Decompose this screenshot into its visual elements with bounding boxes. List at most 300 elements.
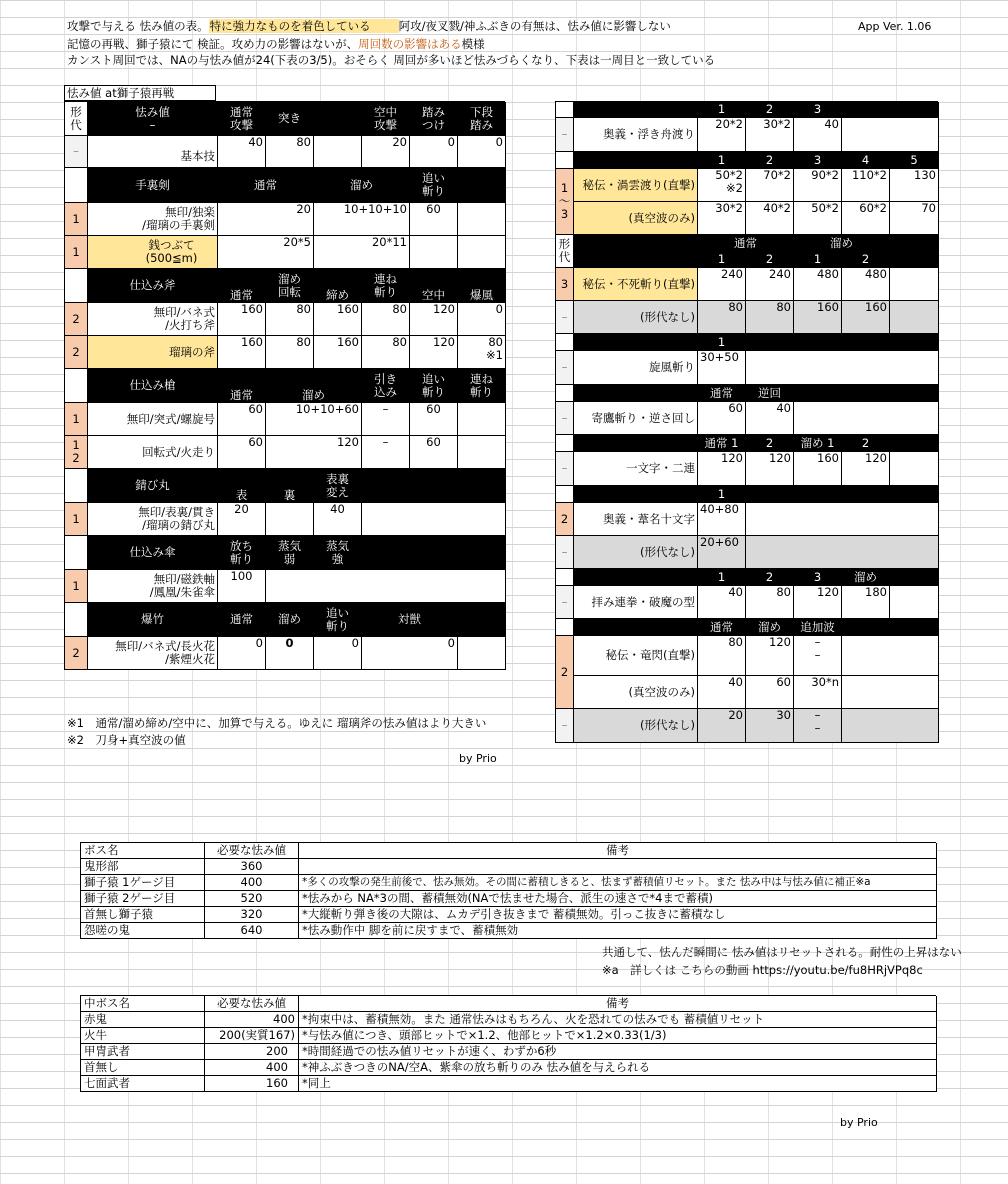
sub-reverse: 逆回 (746, 385, 794, 402)
midboss-note: *拘束中は、蓄積無効。また 通常怯みはもちろん、火を恐れての怯みでも 蓄積値リセット (299, 1012, 937, 1028)
boss-name: 獅子猿 2ゲージ目 (81, 891, 205, 907)
sub-chase: 追い 斬り (410, 369, 458, 403)
value-cell: 40 (746, 402, 794, 435)
group-firecracker: 爆竹 (88, 603, 218, 637)
boss-note: *多くの攻撃の発生前後で、怯み無効。その間に蓄積しきると、怯まず蓄積値リセット。また 怯み中は与怯み値に補正※a (299, 875, 937, 891)
midboss-value: 400 (205, 1012, 299, 1028)
value-empty (890, 452, 939, 486)
side-cell: – (556, 536, 574, 569)
side-cell: – (556, 709, 574, 743)
side-cell: – (556, 452, 574, 486)
side-empty (556, 334, 574, 351)
sub-normal: 通常 (218, 269, 266, 303)
boss-name-header: ボス名 (81, 843, 205, 859)
left-table-title: 怯み値 at獅子猿再戦 (64, 85, 216, 101)
sub-air: 空中 (410, 269, 458, 303)
orange-note: 周回数の影響はある (358, 37, 462, 51)
sub-charge-spin: 溜め 回転 (266, 269, 314, 303)
row-yodaka: 寄鷹斬り・逆さ回し (574, 402, 698, 435)
side-header: 形 代 (556, 235, 574, 268)
sub-steam-strong: 蒸気 強 (314, 536, 362, 570)
boss-value: 640 (205, 923, 299, 939)
value-cell: 120 (794, 586, 842, 619)
sub-normal: 通常 (698, 385, 746, 402)
value-cell: 240 (698, 268, 746, 301)
group-shuriken: 手裏剣 (88, 168, 218, 203)
value-cell: 480 (794, 268, 842, 301)
value-empty (458, 236, 506, 269)
value-cell: 0 (410, 136, 458, 168)
side-empty (556, 102, 574, 118)
sub-normal: 通常 (218, 603, 266, 637)
sub-back: 裏 (266, 469, 314, 503)
value-cell: 160 (314, 303, 362, 336)
col-normal-attack: 通常 攻撃 (218, 102, 266, 136)
side-cell: 1 (65, 503, 88, 536)
row-shuriken: 無印/独楽 /瑠璃の手裏剣 (88, 203, 218, 236)
midboss-note: *同上 (299, 1076, 937, 1092)
side-cell: 1 (65, 236, 88, 269)
midboss-note: *時間経過での怯み値リセットが速く、わずか6秒 (299, 1044, 937, 1060)
value-cell: 80 (746, 586, 794, 619)
side-empty (65, 269, 88, 303)
stage-2: 2 (746, 152, 794, 169)
value-cell: 80 (362, 303, 410, 336)
row-firecracker: 無印/バネ式/長火花 /紫煙火花 (88, 637, 218, 670)
value-cell: 20 (218, 503, 266, 536)
value-empty (890, 268, 939, 301)
side-empty (556, 435, 574, 452)
value-cell: 120 (746, 452, 794, 486)
midboss-name-header: 中ボス名 (81, 996, 205, 1012)
midboss-name: 首無し (81, 1060, 205, 1076)
boss-name: 首無し獅子猿 (81, 907, 205, 923)
footnote-1: ※1 通常/溜め締め/空中に、加算で与える。ゆえに 瑠璃斧の怯み値はより大きい (67, 716, 487, 730)
value-cell: 160 (842, 301, 890, 334)
midboss-note: *与怯み値につき、頭部ヒットで×1.2、他部ヒットで×1.2×0.33(1/3) (299, 1028, 937, 1044)
group-sabimaru: 錆び丸 (88, 469, 218, 503)
stage-4: 4 (842, 152, 890, 169)
value-cell: 30*2 (698, 202, 746, 235)
value-cell: 30*n (794, 676, 842, 709)
boss-note-header: 備考 (299, 843, 937, 859)
header-blank (890, 235, 939, 268)
boss-table (80, 842, 936, 939)
midboss-note-header: 備考 (299, 996, 937, 1012)
value-empty (842, 676, 939, 709)
value-cell: 60*2 (842, 202, 890, 235)
value-empty (362, 503, 506, 536)
side-empty (65, 469, 88, 503)
row-ichimonji: 一文字・二連 (574, 452, 698, 486)
row-ruri-axe: 瑠璃の斧 (88, 336, 218, 369)
midboss-name: 七面武者 (81, 1076, 205, 1092)
side-empty (556, 619, 574, 636)
value-cell: 40*2 (746, 202, 794, 235)
stage-2: 2 (746, 102, 794, 118)
value-cell: – (362, 403, 410, 436)
sub-charge: 溜め (794, 235, 890, 252)
value-cell: 0 (218, 637, 266, 670)
value-empty (266, 570, 506, 603)
side-empty (556, 385, 574, 402)
value-empty (794, 402, 939, 435)
stage-3: 3 (794, 152, 842, 169)
side-cell: – (65, 136, 88, 168)
side-cell: 2 (65, 336, 88, 369)
sub-pull: 引き 込み (362, 369, 410, 403)
value-cell: 180 (842, 586, 890, 619)
header-blank (574, 385, 698, 402)
value-cell: 40 (314, 503, 362, 536)
stage-1: 1 (698, 569, 746, 586)
side-cell: 1 (65, 203, 88, 236)
value-cell: 40+80 (698, 503, 746, 536)
sub-chase: 追い 斬り (410, 168, 458, 203)
midboss-name: 赤鬼 (81, 1012, 205, 1028)
side-empty (556, 152, 574, 169)
sub-normal: 通常 (218, 168, 314, 203)
stage-1: 1 (698, 334, 746, 351)
value-cell: 20 (218, 203, 314, 236)
col-blank (314, 102, 362, 136)
row-basic: 基本技 (88, 136, 218, 168)
value-empty (458, 637, 506, 670)
row-axe: 無印/バネ式 /火打ち斧 (88, 303, 218, 336)
side-cell: 1 〜 3 (556, 169, 574, 235)
header-blank (890, 435, 939, 452)
row-ogami: 拝み連拳・破魔の型 (574, 586, 698, 619)
intro-text-2: 記憶の再戦、獅子猿にて 検証。攻め力の影響はないが、 (67, 37, 359, 51)
side-cell: 2 (65, 637, 88, 670)
boss-value: 360 (205, 859, 299, 875)
sub-front: 表 (218, 469, 266, 503)
value-cell: 120 (410, 303, 458, 336)
side-cell: 1 (65, 570, 88, 603)
sub-chain: 連ね 斬り (362, 269, 410, 303)
stage-3: 3 (794, 569, 842, 586)
sub-charge-1: 溜め 1 (794, 435, 842, 452)
sub-swap: 表裏 変え (314, 469, 362, 503)
value-empty (458, 436, 506, 469)
sub-chain: 連ね 斬り (458, 369, 506, 403)
row-vacuum-only: (真空波のみ) (574, 676, 698, 709)
value-cell: 80 (266, 303, 314, 336)
value-cell: 50*2 (794, 202, 842, 235)
value-cell: 0 (458, 303, 506, 336)
group-umbrella: 仕込み傘 (88, 536, 218, 570)
value-cell (314, 136, 362, 168)
boss-name: 獅子猿 1ゲージ目 (81, 875, 205, 891)
boss-name: 鬼形部 (81, 859, 205, 875)
header-blank (794, 385, 939, 402)
value-cell: 20 (698, 709, 746, 743)
value-cell: 40 (698, 676, 746, 709)
group-axe: 仕込み斧 (88, 269, 218, 303)
stage-2: 2 (842, 435, 890, 452)
value-cell: 240 (746, 268, 794, 301)
col-thrust: 突き (266, 102, 314, 136)
value-empty (746, 351, 939, 385)
side-cell: – (556, 402, 574, 435)
midboss-note: *神ふぶきつきのNA/空A、紫傘の放ち斬りのみ 怯み値を与えられる (299, 1060, 937, 1076)
value-cell: 30*2 (746, 118, 794, 152)
row-ukifune: 奥義・浮き舟渡り (574, 118, 698, 152)
value-cell: 60 (410, 436, 458, 469)
value-empty (266, 503, 314, 536)
value-cell: 80 (698, 636, 746, 676)
sub-blank (458, 168, 506, 203)
side-cell: – (556, 118, 574, 152)
value-cell: – (362, 436, 410, 469)
sub-blank (362, 469, 506, 503)
value-empty (458, 203, 506, 236)
sub-steam-weak: 蒸気 弱 (266, 536, 314, 570)
side-empty (556, 486, 574, 503)
header-line-3: カンスト周回では、NAの与怯み値が24(下表の3/5)。おそらく 周回が多いほど怯みづらくなり、下表は一周目と一致している (67, 53, 716, 67)
header-blank (746, 334, 939, 351)
header-blank (842, 102, 939, 118)
boss-note: *大縦斬り弾き後の大隙は、ムカデ引き抜きまで 蓄積無効。引っこ抜きに蓄積なし (299, 907, 937, 923)
midboss-table (80, 995, 936, 1092)
value-cell: 80 (362, 336, 410, 369)
boss-common-note: 共通して、怯んだ瞬間に 怯み値はリセットされる。耐性の上昇はない (602, 945, 962, 959)
midboss-value: 400 (205, 1060, 299, 1076)
value-cell: 120 (698, 452, 746, 486)
stage-1: 1 (698, 152, 746, 169)
sub-blast: 爆風 (458, 269, 506, 303)
value-cell: 80 ※1 (458, 336, 506, 369)
value-cell: 130 (890, 169, 939, 202)
author-credit-2: by Prio (840, 1116, 878, 1129)
value-empty (458, 403, 506, 436)
boss-value: 520 (205, 891, 299, 907)
value-cell: 20*2 (698, 118, 746, 152)
sub-normal: 通常 (698, 235, 794, 252)
boss-value: 400 (205, 875, 299, 891)
row-spear: 無印/突式/螺旋号 (88, 403, 218, 436)
value-empty (842, 709, 939, 743)
value-cell: 30+50 (698, 351, 746, 385)
col-stomp: 踏み つけ (410, 102, 458, 136)
sub-extra-wave: 追加波 (794, 619, 842, 636)
side-empty (65, 168, 88, 203)
note-text: 阿攻/夜叉戮/神ふぶきの有無は、怯み値に影響しない (398, 19, 671, 33)
value-cell: 90*2 (794, 169, 842, 202)
header-line-1 (67, 19, 671, 34)
header-blank (574, 619, 698, 636)
midboss-value: 200(実質167) (205, 1028, 299, 1044)
value-cell: 160 (218, 303, 266, 336)
header-blank (574, 435, 698, 452)
side-empty (556, 569, 574, 586)
row-ryusen: 秘伝・竜閃(直撃) (574, 636, 698, 676)
boss-note: *怯み動作中 脚を前に戻すまで、蓄積無効 (299, 923, 937, 939)
col-low-stomp: 下段 踏み (458, 102, 506, 136)
value-cell: 480 (842, 268, 890, 301)
row-sabimaru: 無印/表裏/貫き /瑠璃の錆び丸 (88, 503, 218, 536)
midboss-value: 200 (205, 1044, 299, 1060)
value-cell: 160 (218, 336, 266, 369)
value-cell: 60 (698, 402, 746, 435)
value-empty (890, 586, 939, 619)
value-cell: 80 (266, 136, 314, 168)
intro-text: 攻撃で与える 怯み値の表。 (67, 19, 209, 33)
name-header: 怯み値 – (88, 102, 218, 136)
row-spear-2: 回転式/火走り (88, 436, 218, 469)
value-cell: 160 (794, 301, 842, 334)
value-cell: – – (794, 636, 842, 676)
sub-beast: 対獣 (362, 603, 458, 637)
sub-normal: 通常 (698, 619, 746, 636)
value-cell: 80 (266, 336, 314, 369)
side-cell: 3 (556, 268, 574, 301)
value-cell: 70 (890, 202, 939, 235)
sub-blank (458, 603, 506, 637)
midboss-name: 火牛 (81, 1028, 205, 1044)
right-table (555, 101, 938, 743)
header-blank (574, 102, 698, 118)
value-cell: 60 (410, 403, 458, 436)
header-blank (746, 486, 939, 503)
value-cell: 110*2 (842, 169, 890, 202)
value-cell: 30 (746, 709, 794, 743)
stage-5: 5 (890, 152, 939, 169)
side-empty (65, 536, 88, 570)
sub-charge: 溜め (842, 569, 890, 586)
value-cell: 120 (266, 436, 362, 469)
value-cell: 0 (458, 136, 506, 168)
value-cell: 20*5 (218, 236, 314, 269)
stage-1: 1 (794, 252, 842, 268)
header-blank (574, 152, 698, 169)
sub-normal: 通常 (218, 369, 266, 403)
side-cell: 1 (65, 403, 88, 436)
midboss-value-header: 必要な怯み値 (205, 996, 299, 1012)
value-empty (890, 301, 939, 334)
value-cell: 80 (698, 301, 746, 334)
stage-1: 1 (698, 102, 746, 118)
value-cell: – – (794, 709, 842, 743)
app-version: App Ver. 1.06 (858, 20, 932, 33)
side-cell: 2 (556, 503, 574, 536)
sub-charge: 溜め (266, 369, 362, 403)
value-cell: 60 (218, 403, 266, 436)
col-air-attack: 空中 攻撃 (362, 102, 410, 136)
highlight-note: 特に強力なものを着色している (209, 19, 399, 33)
side-cell: 2 (65, 303, 88, 336)
value-cell: 70*2 (746, 169, 794, 202)
sub-chase: 追い 斬り (314, 603, 362, 637)
header-blank (574, 486, 698, 503)
boss-value: 320 (205, 907, 299, 923)
row-umbrella: 無印/磁鉄軸 /鳳凰/朱雀傘 (88, 570, 218, 603)
header-blank (574, 334, 698, 351)
midboss-name: 甲冑武者 (81, 1044, 205, 1060)
stage-2: 2 (746, 435, 794, 452)
value-cell: 60 (218, 436, 266, 469)
value-cell: 0 (362, 637, 458, 670)
stage-3: 3 (794, 102, 842, 118)
side-cell: – (556, 586, 574, 619)
value-cell: 160 (314, 336, 362, 369)
sub-charge: 溜め (266, 603, 314, 637)
left-table (64, 101, 505, 670)
stage-2: 2 (842, 252, 890, 268)
sub-charge: 溜め (746, 619, 794, 636)
header-blank (842, 619, 939, 636)
boss-value-header: 必要な怯み値 (205, 843, 299, 859)
value-cell: 80 (746, 301, 794, 334)
side-cell: – (556, 351, 574, 385)
row-senpuu: 旋風斬り (574, 351, 698, 385)
group-spear: 仕込み槍 (88, 369, 218, 403)
value-cell: 0 (314, 637, 362, 670)
value-cell: 60 (410, 203, 458, 236)
row-jumonji: 奥義・葦名十文字 (574, 503, 698, 536)
value-empty (842, 636, 939, 676)
row-uzugumo: 秘伝・渦雲渡り(直撃) (574, 169, 698, 202)
value-empty (410, 236, 458, 269)
value-empty (842, 118, 939, 152)
row-fushigiri: 秘伝・不死斬り(直撃) (574, 268, 698, 301)
boss-note (299, 859, 937, 875)
value-cell: 120 (746, 636, 794, 676)
side-empty (65, 369, 88, 403)
row-no-katashiro: (形代なし) (574, 536, 698, 569)
author-credit: by Prio (459, 752, 497, 765)
value-cell: 40 (218, 136, 266, 168)
value-cell: 10+10+10 (314, 203, 410, 236)
value-cell: 0 (266, 637, 314, 670)
stage-2: 2 (746, 252, 794, 268)
header-blank (890, 569, 939, 586)
boss-video-note[interactable]: ※a 詳しくは こちらの動画 https://youtu.be/fu8HRjVPq8c (602, 963, 923, 977)
sub-normal-1: 通常 1 (698, 435, 746, 452)
value-cell: 120 (410, 336, 458, 369)
value-cell: 40 (698, 586, 746, 619)
value-empty (746, 536, 939, 569)
value-cell: 50*2 ※2 (698, 169, 746, 202)
row-no-katashiro: (形代なし) (574, 709, 698, 743)
sub-charge: 溜め (314, 168, 410, 203)
side-header: 形 代 (65, 102, 88, 136)
stage-1: 1 (698, 486, 746, 503)
value-cell: 20*11 (314, 236, 410, 269)
boss-note: *怯みから NA*3の間、蓄積無効(NAで怯ませた場合、派生の速さで*4まで蓄積) (299, 891, 937, 907)
value-cell: 40 (794, 118, 842, 152)
row-no-katashiro: (形代なし) (574, 301, 698, 334)
side-cell: 1 2 (65, 436, 88, 469)
sub-finish: 締め (314, 269, 362, 303)
value-cell: 10+10+60 (266, 403, 362, 436)
note-suffix: 模様 (461, 37, 485, 51)
header-blank (574, 569, 698, 586)
header-blank (574, 235, 698, 268)
value-cell: 20+60 (698, 536, 746, 569)
sub-release: 放ち 斬り (218, 536, 266, 570)
side-cell: 2 (556, 636, 574, 709)
value-cell: 100 (218, 570, 266, 603)
footnote-2: ※2 刀身+真空波の値 (67, 733, 186, 747)
value-empty (746, 503, 939, 536)
stage-2: 2 (746, 569, 794, 586)
sub-blank (362, 536, 506, 570)
value-cell: 160 (794, 452, 842, 486)
value-cell: 20 (362, 136, 410, 168)
row-coin-toss: 銭つぶて (500≦m) (88, 236, 218, 269)
header-line-2 (67, 37, 485, 52)
